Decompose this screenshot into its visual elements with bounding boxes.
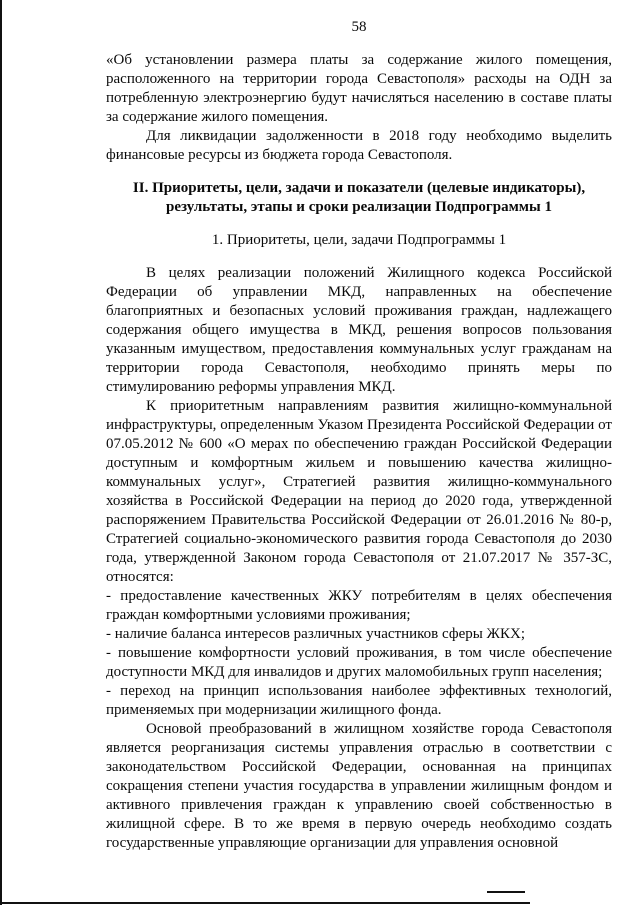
list-item: - переход на принцип использования наиболее эффективных технологий, применяемых при модернизации жилищного фонда. [106,683,612,718]
list-item: - повышение комфортности условий проживания, в том числе обеспечение доступности МКД для инвалидов и других маломобильных групп населения; [106,645,612,680]
paragraph: «Об установлении размера платы за содержание жилого помещения, расположенного на территории города Севастополя» расходы на ОДН за потребленную электроэнергию будут начисляться населению в составе платы за содержание жилого помещения. [106,52,612,125]
paragraph: Для ликвидации задолженности в 2018 году необходимо выделить финансовые ресурсы из бюджета города Севастополя. [106,128,612,163]
subsection-heading: 1. Приоритеты, цели, задачи Подпрограммы 1 [211,232,507,248]
list-item: - наличие баланса интересов различных участников сферы ЖКХ; [106,626,525,642]
paragraph: Основой преобразований в жилищном хозяйстве города Севастополя является реорганизация системы управления отраслью в соответствии с законодательством Российской Федерации, основанная на принципах сокращения степени участия государства в управлении жилищным фондом и активного привлечения граждан к управлению своей собственностью в жилищной сфере. В то же время в первую очередь необходимо создать государственные управляющие организации для управления основной [106,721,612,851]
list-item: - предоставление качественных ЖКУ потребителям в целях обеспечения граждан комфортными условиями проживания; [106,588,612,623]
section-heading: II. Приоритеты, цели, задачи и показатели (целевые индикаторы), результаты, этапы и сроки реализации Подпрограммы 1 [132,180,586,215]
paragraph: К приоритетным направлениям развития жилищно-коммунальной инфраструктуры, определенным Указом Президента Российской Федерации от 07.05.2012 № 600 «О мерах по обеспечению граждан Российской Федерации доступным и комфортным жильем и повышению качества жилищно-коммунальных услуг», Стратегией развития жилищно-коммунального хозяйства в Российской Федерации на период до 2020 года, утвержденной распоряжением Правительства Российской Федерации от 26.01.2016 № 80-р, Стратегией социально-экономического развития города Севастополя до 2030 года, утвержденной Законом города Севастополя от 21.07.2017 № 357-ЗС, относятся: [106,398,612,585]
page-number: 58 [351,19,367,35]
paragraph: В целях реализации положений Жилищного кодекса Российской Федерации об управлении МКД, направленных на обеспечение благоприятных и безопасных условий проживания граждан, надлежащего содержания общего имущества в МКД, решения вопросов пользования указанным имуществом, предоставления коммунальных услуг гражданам на территории города Севастополя, необходимо принять меры по стимулированию реформы управления МКД. [106,265,612,395]
